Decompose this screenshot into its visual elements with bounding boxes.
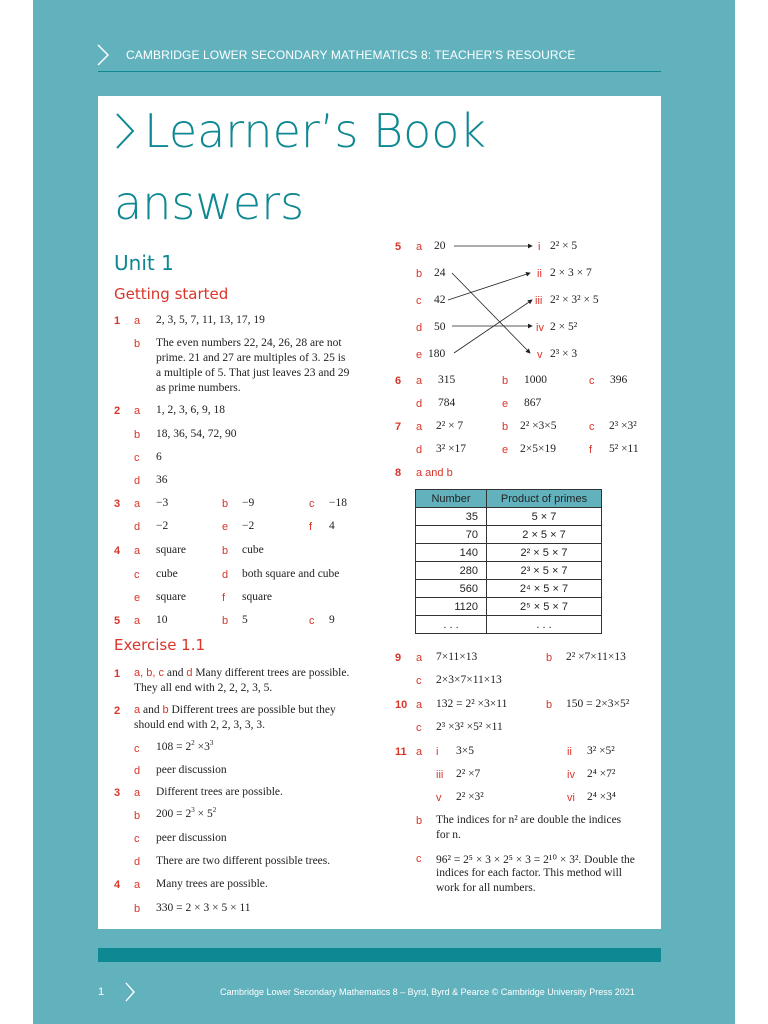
part-label: d bbox=[134, 475, 141, 487]
answer-text: 2² ×7×11×13 bbox=[566, 651, 626, 663]
answer-text: a multiple of 5. That just leaves 23 and 29 bbox=[156, 367, 350, 379]
part-label: b bbox=[222, 615, 229, 627]
answer-text: The indices for n² are double the indices bbox=[436, 814, 622, 826]
answer-text: 2³ ×3² bbox=[609, 420, 637, 432]
answer-text: −18 bbox=[329, 497, 347, 509]
answer-line bbox=[134, 704, 336, 716]
answer-text: work for all numbers. bbox=[436, 882, 536, 894]
part-label: d bbox=[134, 765, 141, 777]
answer-text: square bbox=[156, 544, 187, 556]
answer-text: 2² × 7 bbox=[436, 420, 464, 432]
answer-text: 2³ ×3² ×5² ×11 bbox=[436, 721, 503, 733]
answer-text: 7×11×13 bbox=[436, 651, 478, 663]
part-label: a and b bbox=[416, 467, 453, 479]
part-label: c bbox=[134, 743, 140, 755]
answer-text: 2×3×7×11×13 bbox=[436, 674, 502, 686]
match-right-value: 2³ × 3 bbox=[550, 348, 578, 360]
part-label: c bbox=[134, 452, 140, 464]
table-row: 280 2³ × 5 × 7 bbox=[416, 562, 602, 580]
matching-arrows bbox=[440, 240, 543, 360]
question-number: 3 bbox=[114, 498, 121, 510]
table-header-row bbox=[416, 490, 602, 508]
exercise-heading: Exercise 1.1 bbox=[114, 636, 206, 654]
answer-text: Many different trees are possible. bbox=[195, 667, 350, 679]
part-label: a bbox=[416, 375, 423, 387]
part-label: e bbox=[502, 444, 509, 456]
answer-text: 330 = 2 × 3 × 5 × 11 bbox=[156, 902, 251, 914]
answer-text: 2² ×7 bbox=[456, 768, 481, 780]
part-label: c bbox=[589, 421, 595, 433]
part-label: d bbox=[134, 856, 141, 868]
subpart-label: iv bbox=[567, 769, 575, 781]
part-label: a bbox=[134, 704, 141, 716]
column-header: Number bbox=[416, 490, 487, 508]
question-number: 3 bbox=[114, 787, 121, 799]
part-label: b bbox=[502, 375, 509, 387]
subpart-label: vi bbox=[567, 792, 575, 804]
match-right-label: iv bbox=[536, 322, 544, 334]
answer-text: 9 bbox=[329, 614, 335, 626]
subpart-label: i bbox=[436, 746, 439, 758]
answer-text: prime. 21 and 27 are multiples of 3. 25 is bbox=[156, 352, 346, 364]
answer-text: 2⁴ ×7² bbox=[587, 768, 616, 780]
part-label: b bbox=[134, 338, 141, 350]
answer-text: both square and cube bbox=[242, 568, 340, 580]
table-row: 1120 2⁵ × 5 × 7 bbox=[416, 598, 602, 616]
part-label: b bbox=[134, 903, 141, 915]
match-right-value: 2² × 5 bbox=[550, 240, 578, 252]
match-right-value: 2² × 3² × 5 bbox=[550, 294, 599, 306]
part-label: b bbox=[222, 498, 229, 510]
part-label: a bbox=[134, 545, 141, 557]
question-number: 9 bbox=[395, 652, 402, 664]
header-divider bbox=[98, 71, 661, 72]
part-label: e bbox=[134, 592, 141, 604]
match-left-label: e bbox=[416, 349, 423, 361]
answer-text: −2 bbox=[242, 520, 255, 532]
subpart-label: v bbox=[436, 792, 442, 804]
question-number: 4 bbox=[114, 545, 121, 557]
match-right-value: 2 × 3 × 7 bbox=[550, 267, 592, 279]
match-right-label: v bbox=[537, 349, 543, 361]
answer-text: 3² ×17 bbox=[436, 443, 467, 455]
part-label: f bbox=[222, 592, 226, 604]
answer-text: peer discussion bbox=[156, 832, 227, 844]
part-label: c bbox=[416, 722, 422, 734]
match-right-label: iii bbox=[535, 295, 543, 307]
question-number: 6 bbox=[395, 375, 402, 387]
match-left-label: b bbox=[416, 268, 423, 280]
question-number: 4 bbox=[114, 879, 121, 891]
part-label: d bbox=[416, 444, 423, 456]
getting-started-heading: Getting started bbox=[114, 285, 229, 303]
question-number: 2 bbox=[114, 405, 121, 417]
part-label: c bbox=[309, 498, 315, 510]
answer-text: Different trees are possible. bbox=[156, 786, 283, 798]
chevron-right-icon bbox=[96, 44, 110, 66]
question-number: 7 bbox=[395, 421, 402, 433]
part-label: b bbox=[134, 429, 141, 441]
answer-text: −2 bbox=[156, 520, 169, 532]
answer-text: indices for each factor. This method will bbox=[436, 867, 622, 879]
answer-text: square bbox=[242, 591, 273, 603]
part-label: a bbox=[134, 405, 141, 417]
answer-text: 2, 3, 5, 7, 11, 13, 17, 19 bbox=[156, 314, 265, 326]
part-label: a bbox=[134, 315, 141, 327]
answer-text: 1, 2, 3, 6, 9, 18 bbox=[156, 404, 225, 416]
answer-text: 2⁴ ×3⁴ bbox=[587, 791, 616, 803]
part-label: c bbox=[416, 853, 422, 865]
footer-copyright: Cambridge Lower Secondary Mathematics 8 – Byrd, Byrd & Pearce © Cambridge University Press 2021 bbox=[220, 987, 635, 997]
answer-text: 10 bbox=[156, 614, 168, 626]
question-number: 5 bbox=[114, 615, 121, 627]
subpart-label: iii bbox=[436, 769, 444, 781]
part-label: a bbox=[416, 421, 423, 433]
part-label: d bbox=[416, 398, 423, 410]
connector-text: and bbox=[143, 704, 160, 716]
question-number: 1 bbox=[114, 668, 121, 680]
answer-text: for n. bbox=[436, 829, 461, 841]
answer-text: 132 = 2² ×3×11 bbox=[436, 698, 508, 710]
unit-heading: Unit 1 bbox=[114, 251, 174, 275]
answer-text: 3×5 bbox=[456, 745, 474, 757]
part-label: d bbox=[222, 569, 229, 581]
part-label: e bbox=[502, 398, 509, 410]
part-label: b bbox=[134, 810, 141, 822]
footer-bar bbox=[98, 948, 661, 962]
part-label: d bbox=[134, 521, 141, 533]
question-number: 10 bbox=[395, 699, 408, 711]
part-label: f bbox=[309, 521, 313, 533]
answer-text: 2×5×19 bbox=[520, 443, 556, 455]
match-right-label: i bbox=[538, 241, 541, 253]
answer-text: 867 bbox=[524, 397, 542, 409]
part-label: b bbox=[502, 421, 509, 433]
answer-text: 96² = 2⁵ × 3 × 2⁵ × 3 = 2¹⁰ × 3². Double the bbox=[436, 854, 635, 866]
part-label: c bbox=[309, 615, 315, 627]
match-right-value: 2 × 5² bbox=[550, 321, 578, 333]
match-left-value: 20 bbox=[434, 240, 446, 252]
part-label: a bbox=[416, 699, 423, 711]
part-label: a bbox=[134, 615, 141, 627]
part-label: b bbox=[162, 704, 169, 716]
subpart-label: ii bbox=[567, 746, 572, 758]
match-left-value: 42 bbox=[434, 294, 446, 306]
question-number: 2 bbox=[114, 705, 121, 717]
answer-formula: $108 = 2^2 \times 3^3$ bbox=[156, 739, 214, 753]
part-label: c bbox=[589, 375, 595, 387]
match-right-label: ii bbox=[537, 268, 542, 280]
part-label: c bbox=[134, 833, 140, 845]
answer-line bbox=[134, 667, 349, 679]
part-label: b bbox=[546, 699, 553, 711]
answer-text: 3² ×5² bbox=[587, 745, 615, 757]
answer-text: should end with 2, 2, 3, 3, 3. bbox=[134, 719, 265, 731]
part-label: b bbox=[546, 652, 553, 664]
match-left-value: 50 bbox=[434, 321, 446, 333]
answer-text: square bbox=[156, 591, 187, 603]
part-label: a bbox=[416, 746, 423, 758]
answer-text: There are two different possible trees. bbox=[156, 855, 331, 867]
answer-text: 150 = 2×3×5² bbox=[566, 698, 630, 710]
answer-text: peer discussion bbox=[156, 764, 227, 776]
page-number: 1 bbox=[98, 986, 105, 998]
answer-text: 2² ×3×5 bbox=[520, 420, 557, 432]
answer-text: Different trees are possible but they bbox=[171, 704, 336, 716]
column-header: Product of primes bbox=[487, 490, 602, 508]
question-number: 1 bbox=[114, 315, 121, 327]
answer-text: Many trees are possible. bbox=[156, 878, 268, 890]
arrow-c-ii bbox=[448, 273, 530, 300]
arrow-e-iii bbox=[454, 300, 532, 353]
arrow-b-v bbox=[452, 273, 530, 353]
part-label: f bbox=[589, 444, 593, 456]
answer-text: They all end with 2, 2, 2, 3, 5. bbox=[134, 682, 273, 694]
part-label: e bbox=[222, 521, 229, 533]
answer-formula: $200 = 2^3 \times 5^2$ bbox=[156, 806, 217, 820]
prime-product-table bbox=[415, 489, 602, 634]
match-left-label: c bbox=[416, 295, 422, 307]
answer-text: The even numbers 22, 24, 26, 28 are not bbox=[156, 337, 342, 349]
answer-text: 36 bbox=[156, 474, 168, 486]
question-number: 11 bbox=[395, 746, 407, 758]
answer-text: 396 bbox=[610, 374, 628, 386]
part-label: b bbox=[416, 815, 423, 827]
table-row: . . . . . . bbox=[416, 616, 602, 634]
table-row: 70 2 × 5 × 7 bbox=[416, 526, 602, 544]
match-left-value: 180 bbox=[428, 348, 446, 360]
answer-text: 5 bbox=[242, 614, 248, 626]
chevron-right-icon bbox=[124, 982, 136, 1002]
title-chevron-icon bbox=[114, 112, 136, 150]
part-label: a bbox=[134, 879, 141, 891]
part-label: b bbox=[222, 545, 229, 557]
match-left-value: 24 bbox=[434, 267, 446, 279]
part-label: a bbox=[134, 498, 141, 510]
answer-text: 18, 36, 54, 72, 90 bbox=[156, 428, 237, 440]
answer-text: 5² ×11 bbox=[609, 443, 639, 455]
answer-text: 784 bbox=[438, 397, 456, 409]
answer-text: as prime numbers. bbox=[156, 382, 241, 394]
table-row: 140 2² × 5 × 7 bbox=[416, 544, 602, 562]
page-title-line1: Learner’s Book bbox=[144, 104, 487, 158]
answer-text: 4 bbox=[329, 520, 335, 532]
part-label: a, b, c bbox=[134, 667, 164, 679]
answer-text: cube bbox=[156, 568, 178, 580]
answer-text: cube bbox=[242, 544, 264, 556]
question-number: 8 bbox=[395, 467, 402, 479]
question-number: 5 bbox=[395, 241, 402, 253]
answer-text: 1000 bbox=[524, 374, 547, 386]
connector-text: and bbox=[166, 667, 184, 679]
running-header: CAMBRIDGE LOWER SECONDARY MATHEMATICS 8: TEACHER’S RESOURCE bbox=[126, 48, 576, 62]
part-label: c bbox=[134, 569, 140, 581]
part-label: a bbox=[416, 652, 423, 664]
answer-text: 6 bbox=[156, 451, 162, 463]
part-label: c bbox=[416, 675, 422, 687]
page-title-line2: answers bbox=[114, 176, 305, 230]
table-row: 35 5 × 7 bbox=[416, 508, 602, 526]
match-left-label: a bbox=[416, 241, 423, 253]
answer-text: 315 bbox=[438, 374, 456, 386]
part-label: d bbox=[186, 667, 193, 679]
answer-text: 2² ×3² bbox=[456, 791, 484, 803]
answer-text: −3 bbox=[156, 497, 169, 509]
match-left-label: d bbox=[416, 322, 423, 334]
answer-text: −9 bbox=[242, 497, 255, 509]
table-row: 560 2⁴ × 5 × 7 bbox=[416, 580, 602, 598]
part-label: a bbox=[134, 787, 141, 799]
